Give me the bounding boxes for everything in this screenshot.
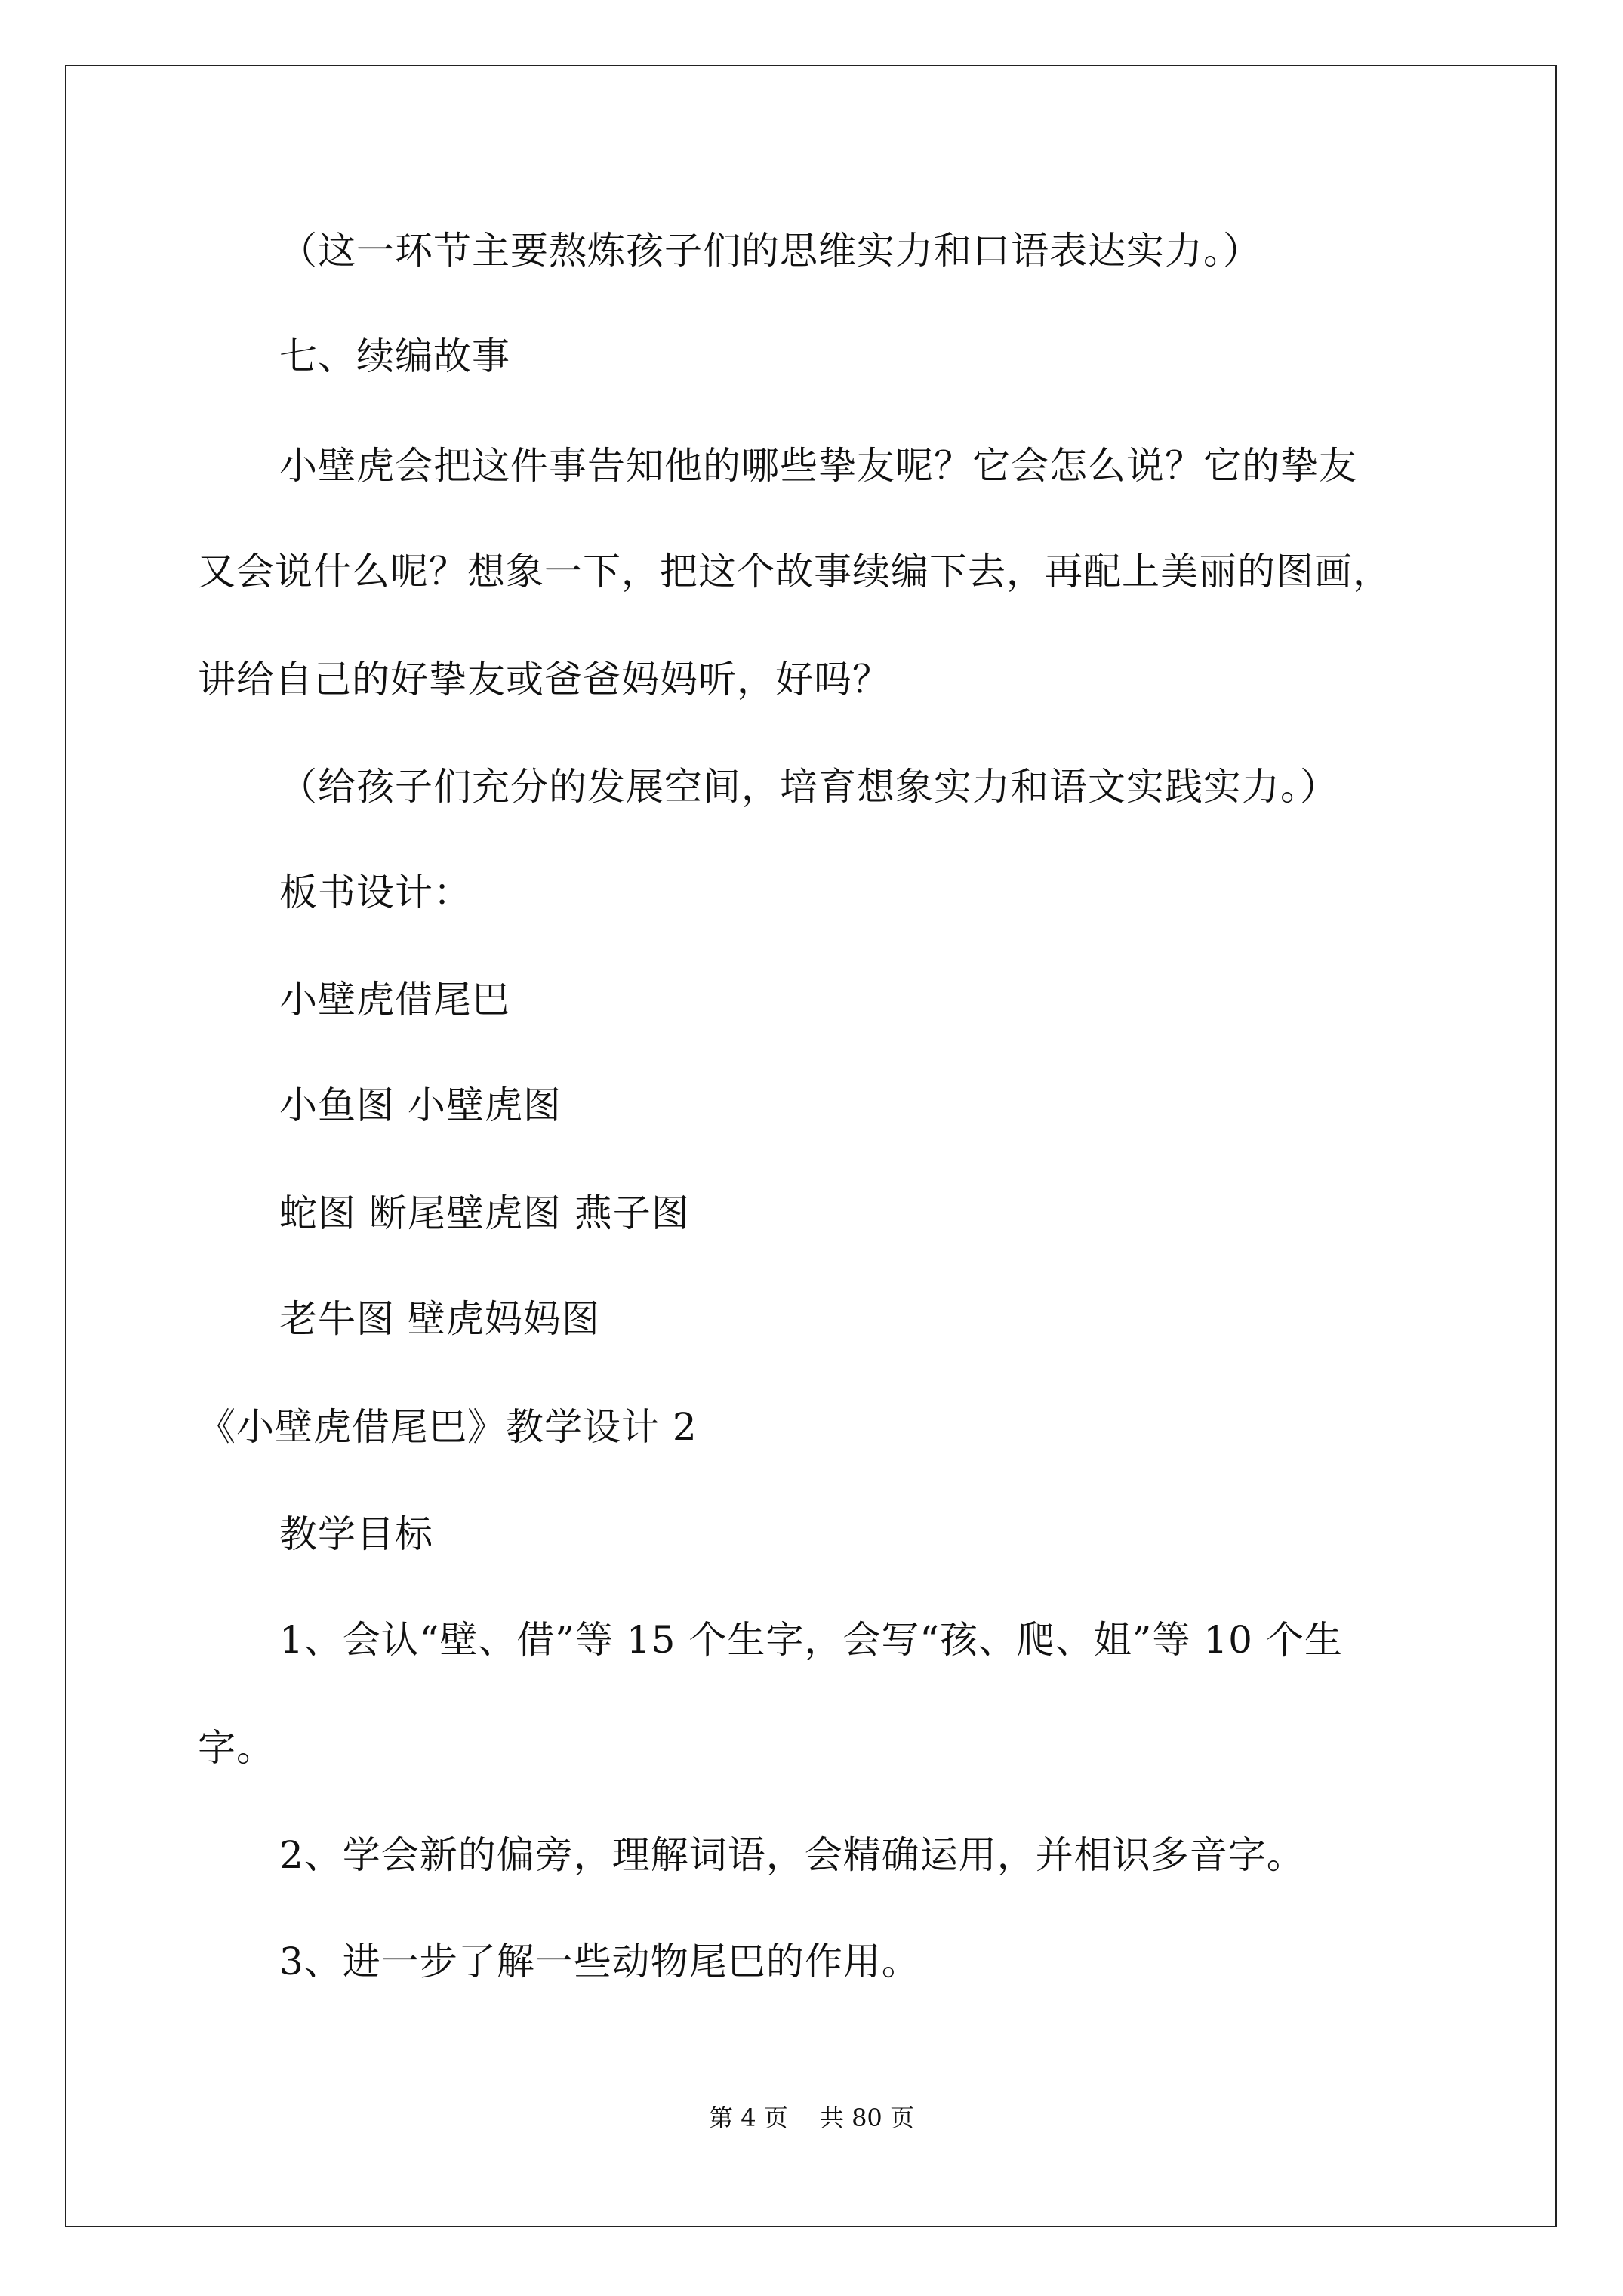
objective-1-line-2: 字。	[198, 1726, 275, 1770]
objective-3: 3、进一步了解一些动物尾巴的作用。	[279, 1940, 920, 1983]
paragraph-continue-story-line-1: 小壁虎会把这件事告知他的哪些挚友呢？它会怎么说？它的挚友	[279, 444, 1357, 488]
paragraph-continue-story-line-3: 讲给自己的好挚友或爸爸妈妈听，好吗？	[198, 658, 891, 701]
board-title: 小壁虎借尾巴	[279, 978, 510, 1022]
page-number-footer: 第 4 页 共 80 页	[709, 2103, 914, 2132]
section-heading-continue-story: 七、续编故事	[279, 334, 510, 378]
section-title-lesson-design-2: 《小壁虎借尾巴》教学设计 2	[198, 1405, 698, 1449]
board-row-3: 老牛图 壁虎妈妈图	[279, 1297, 600, 1341]
heading-board-design: 板书设计：	[279, 871, 472, 914]
heading-teaching-objectives: 教学目标	[279, 1512, 433, 1556]
objective-1-line-1: 1、会认“壁、借”等 15 个生字，会写“孩、爬、姐”等 10 个生	[279, 1618, 1343, 1662]
board-row-2: 蛇图 断尾壁虎图 燕子图	[279, 1191, 690, 1235]
paragraph-note-imagination: （给孩子们充分的发展空间，培育想象实力和语文实践实力。）	[279, 765, 1338, 809]
objective-2: 2、学会新的偏旁，理解词语，会精确运用，并相识多音字。	[279, 1833, 1305, 1877]
board-row-1: 小鱼图 小壁虎图	[279, 1083, 562, 1127]
paragraph-note-thinking: （这一环节主要熬炼孩子们的思维实力和口语表达实力。）	[279, 229, 1261, 273]
paragraph-continue-story-line-2: 又会说什么呢？想象一下，把这个故事续编下去，再配上美丽的图画，	[198, 550, 1391, 593]
page-border	[65, 65, 1557, 2227]
